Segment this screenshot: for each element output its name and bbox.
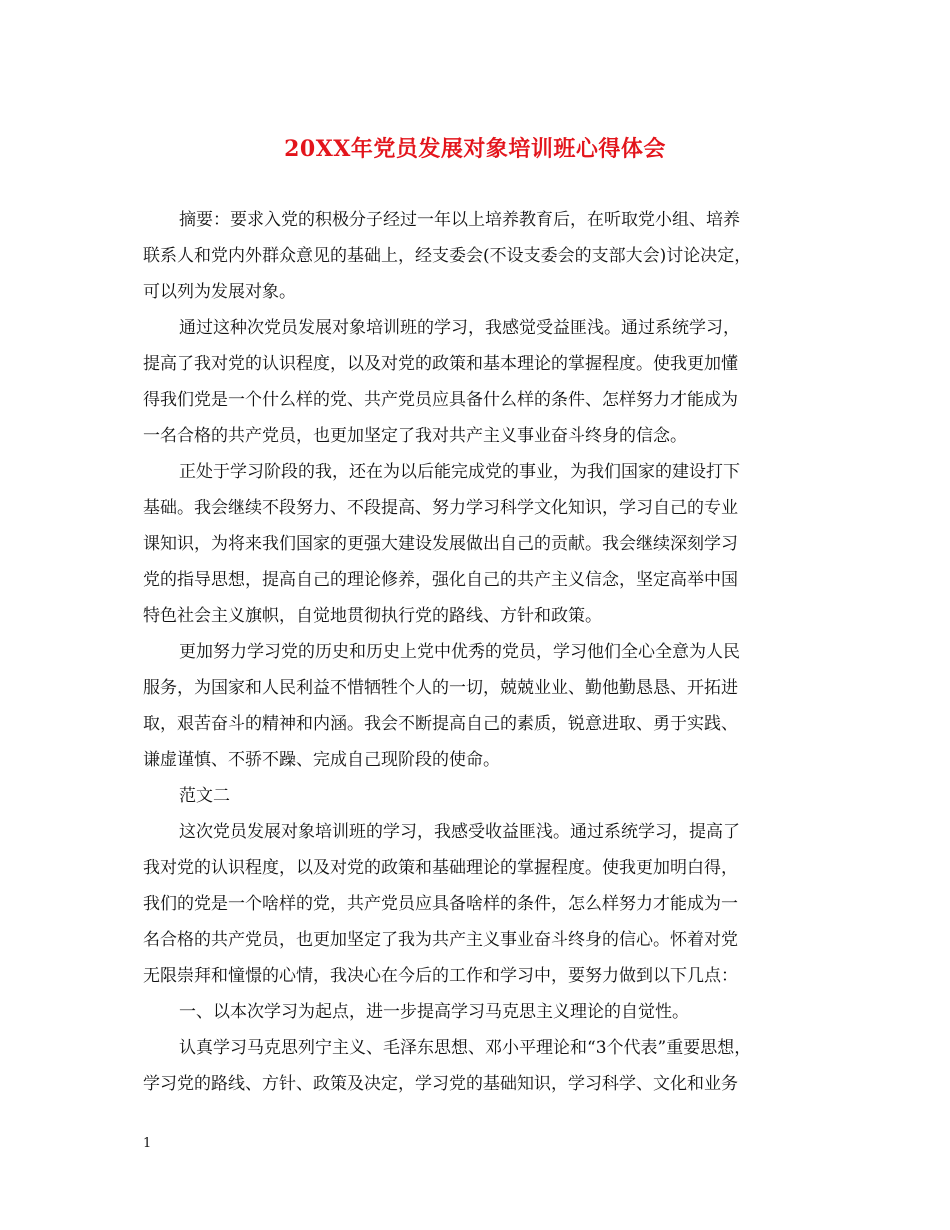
text-line: 联系人和党内外群众意见的基础上，经支委会(不设支委会的支部大会)讨论决定， <box>143 246 752 266</box>
text-line: 一、以本次学习为起点，进一步提高学习马克思主义理论的自觉性。 <box>179 1002 689 1022</box>
text-line: 通过这种次党员发展对象培训班的学习，我感觉受益匪浅。通过系统学习， <box>179 318 740 338</box>
text-line: 服务，为国家和人民利益不惜牺牲个人的一切，兢兢业业、勤他勤恳恳、开拓进 <box>143 678 738 698</box>
text-line: 一名合格的共产党员，也更加坚定了我对共产主义事业奋斗终身的信念。 <box>143 426 687 446</box>
text-line: 提高了我对党的认识程度，以及对党的政策和基本理论的掌握程度。使我更加懂 <box>143 354 738 374</box>
text-line: 党的指导思想，提高自己的理论修养，强化自己的共产主义信念，坚定高举中国 <box>143 570 738 590</box>
text-line: 这次党员发展对象培训班的学习，我感受收益匪浅。通过系统学习，提高了 <box>179 822 740 842</box>
text-line: 学习党的路线、方针、政策及决定，学习党的基础知识，学习科学、文化和业务 <box>143 1074 738 1094</box>
text-line: 我们的党是一个啥样的党，共产党员应具备啥样的条件，怎么样努力才能成为一 <box>143 894 738 914</box>
document-title: 20XX年党员发展对象培训班心得体会 <box>284 136 666 162</box>
text-line: 特色社会主义旗帜，自觉地贯彻执行党的路线、方针和政策。 <box>143 606 602 626</box>
text-line: 谦虚谨慎、不骄不躁、完成自己现阶段的使命。 <box>143 750 500 770</box>
text-line: 得我们党是一个什么样的党、共产党员应具备什么样的条件、怎样努力才能成为 <box>143 390 738 410</box>
page-number: 1 <box>143 1136 152 1151</box>
text-line: 名合格的共产党员，也更加坚定了我为共产主义事业奋斗终身的信心。怀着对党 <box>143 930 738 950</box>
text-line: 无限崇拜和憧憬的心情，我决心在今后的工作和学习中，要努力做到以下几点： <box>143 966 738 986</box>
text-line: 摘要：要求入党的积极分子经过一年以上培养教育后，在听取党小组、培养 <box>179 210 740 230</box>
text-line: 我对党的认识程度，以及对党的政策和基础理论的掌握程度。使我更加明白得， <box>143 858 738 878</box>
text-line: 取，艰苦奋斗的精神和内涵。我会不断提高自己的素质，锐意进取、勇于实践、 <box>143 714 738 734</box>
section-heading: 范文二 <box>179 786 230 806</box>
text-line: 课知识，为将来我们国家的更强大建设发展做出自己的贡献。我会继续深刻学习 <box>143 534 738 554</box>
text-line: 更加努力学习党的历史和历史上党中优秀的党员，学习他们全心全意为人民 <box>179 642 740 662</box>
text-line: 认真学习马克思列宁主义、毛泽东思想、邓小平理论和“3个代表”重要思想， <box>179 1038 752 1058</box>
text-line: 基础。我会继续不段努力、不段提高、努力学习科学文化知识，学习自己的专业 <box>143 498 738 518</box>
text-line: 可以列为发展对象。 <box>143 282 296 302</box>
text-line: 正处于学习阶段的我，还在为以后能完成党的事业，为我们国家的建设打下 <box>179 462 740 482</box>
